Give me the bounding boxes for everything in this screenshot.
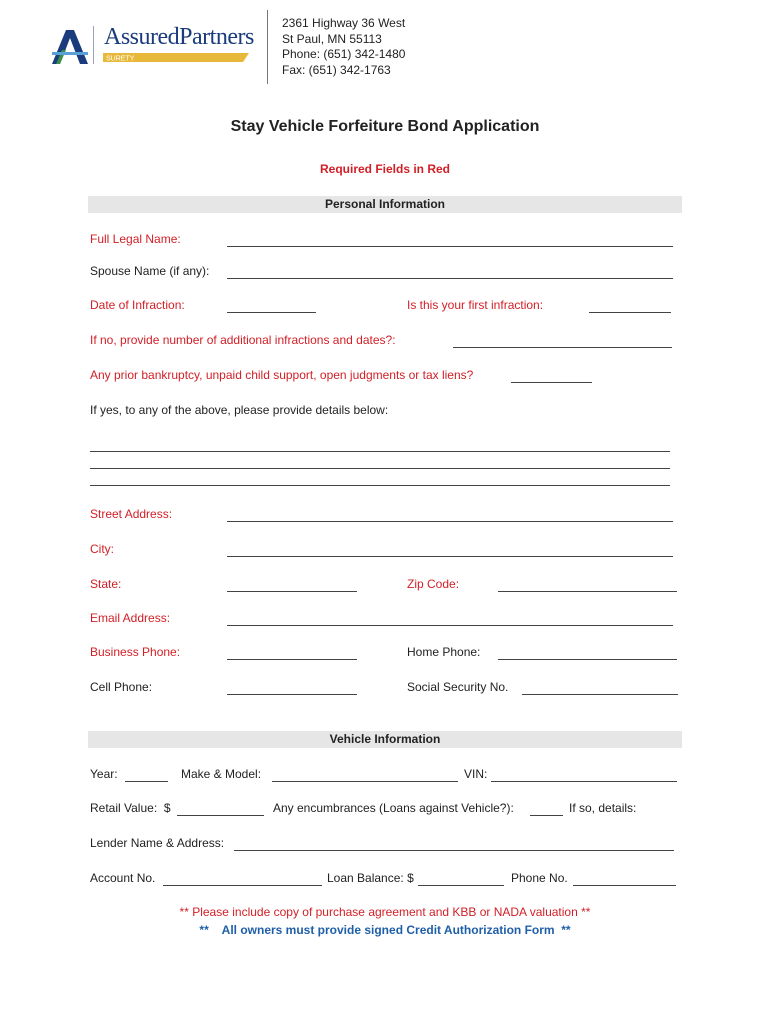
logo-surety-band — [103, 53, 249, 62]
full-legal-name-label: Full Legal Name: — [90, 232, 181, 246]
city-label: City: — [90, 542, 114, 556]
email-label: Email Address: — [90, 611, 171, 625]
phone-no-label: Phone No. — [511, 871, 568, 885]
account-no-label: Account No. — [90, 871, 156, 885]
encumbrances-label: Any encumbrances (Loans against Vehicle?): — [273, 801, 514, 815]
business-phone-label: Business Phone: — [90, 645, 181, 659]
ssn-label: Social Security No. — [407, 680, 509, 694]
prior-bankruptcy-label: Any prior bankruptcy, unpaid child support, open judgments or tax liens? — [90, 368, 474, 382]
prior-bankruptcy-field[interactable] — [511, 382, 592, 383]
spouse-name-field[interactable] — [227, 278, 673, 279]
first-infraction-label: Is this your first infraction: — [407, 298, 544, 312]
year-field[interactable] — [125, 781, 168, 782]
vin-label: VIN: — [464, 767, 488, 781]
personal-info-heading: Personal Information — [88, 196, 682, 213]
make-model-field[interactable] — [272, 781, 458, 782]
required-fields-note: Required Fields in Red — [319, 162, 451, 176]
loan-balance-label: Loan Balance: $ — [327, 871, 414, 885]
loan-balance-field[interactable] — [418, 885, 504, 886]
email-field[interactable] — [227, 625, 673, 626]
credit-authorization-note: ** All owners must provide signed Credit Authorization Form ** — [199, 923, 571, 937]
logo-wordmark: AssuredPartners — [104, 24, 254, 50]
vehicle-info-heading: Vehicle Information — [88, 731, 682, 748]
date-of-infraction-field[interactable] — [227, 312, 316, 313]
zip-code-label: Zip Code: — [407, 577, 460, 591]
logo-sub-text: SURETY — [106, 55, 135, 62]
ssn-field[interactable] — [522, 694, 678, 695]
additional-infractions-label: If no, provide number of additional infractions and dates?: — [90, 333, 396, 347]
business-phone-field[interactable] — [227, 659, 357, 660]
phone-line: Phone: (651) 342-1480 — [282, 47, 406, 61]
account-no-field[interactable] — [163, 885, 322, 886]
date-of-infraction-label: Date of Infraction: — [90, 298, 185, 312]
lender-label: Lender Name & Address: — [90, 836, 225, 850]
header-divider — [267, 10, 268, 84]
fax-line: Fax: (651) 342-1763 — [282, 62, 391, 77]
state-field[interactable] — [227, 591, 357, 592]
purchase-agreement-note: ** Please include copy of purchase agreement and KBB or NADA valuation ** — [179, 905, 591, 919]
full-legal-name-field[interactable] — [227, 246, 673, 247]
cell-phone-field[interactable] — [227, 694, 357, 695]
city-field[interactable] — [227, 556, 673, 557]
address-line: St Paul, MN 55113 — [282, 31, 382, 46]
retail-value-field[interactable] — [177, 815, 264, 816]
address-line: 2361 Highway 36 West — [282, 16, 406, 30]
home-phone-field[interactable] — [498, 659, 677, 660]
zip-code-field[interactable] — [498, 591, 677, 592]
details-line-3[interactable] — [90, 485, 670, 486]
state-label: State: — [90, 577, 122, 591]
home-phone-label: Home Phone: — [407, 645, 481, 659]
encumbrances-field[interactable] — [530, 815, 563, 816]
make-model-label: Make & Model: — [181, 767, 262, 781]
vin-field[interactable] — [491, 781, 677, 782]
spouse-name-label: Spouse Name (if any): — [90, 264, 210, 278]
phone-no-field[interactable] — [573, 885, 676, 886]
company-address — [282, 16, 405, 78]
retail-value-label: Retail Value: $ — [90, 801, 171, 815]
logo-mark-icon — [50, 28, 92, 64]
details-line-1[interactable] — [90, 451, 670, 452]
street-address-field[interactable] — [227, 521, 673, 522]
first-infraction-field[interactable] — [589, 312, 671, 313]
details-prompt: If yes, to any of the above, please provide details below: — [90, 403, 389, 417]
additional-infractions-field[interactable] — [453, 347, 672, 348]
form-title: Stay Vehicle Forfeiture Bond Application — [230, 118, 540, 135]
cell-phone-label: Cell Phone: — [90, 680, 153, 694]
street-address-label: Street Address: — [90, 507, 173, 521]
logo-divider — [93, 26, 94, 64]
lender-field[interactable] — [234, 850, 674, 851]
if-so-details-label: If so, details: — [569, 801, 637, 815]
details-line-2[interactable] — [90, 468, 670, 469]
year-label: Year: — [90, 767, 118, 781]
